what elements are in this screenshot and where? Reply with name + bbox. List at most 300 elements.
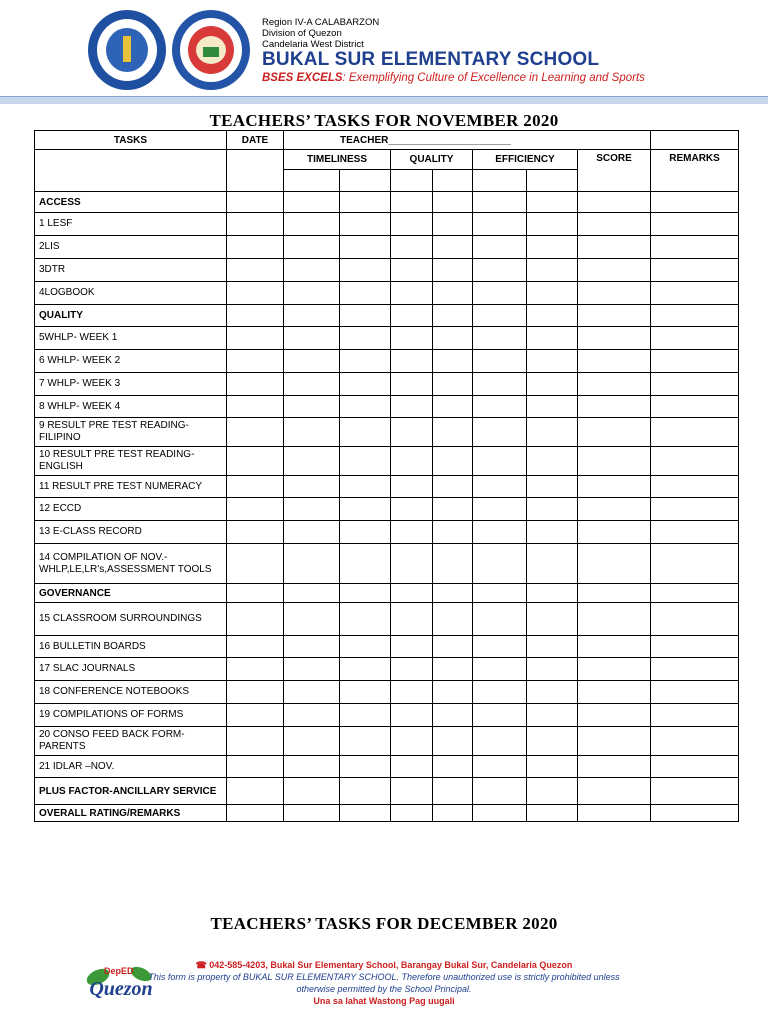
rating-cell[interactable]	[473, 681, 527, 704]
rating-cell[interactable]	[227, 603, 284, 636]
header-teacher: TEACHER______________________	[284, 131, 651, 150]
rating-cell[interactable]	[391, 544, 433, 584]
rating-cell[interactable]	[527, 282, 578, 305]
rating-cell[interactable]	[391, 756, 433, 778]
header-tasks: TASKS	[35, 131, 227, 150]
rating-cell[interactable]	[227, 681, 284, 704]
rating-cell[interactable]	[340, 305, 391, 327]
rating-cell[interactable]	[651, 603, 739, 636]
rating-cell[interactable]	[433, 727, 473, 756]
rating-cell[interactable]	[391, 236, 433, 259]
rating-cell[interactable]	[284, 259, 340, 282]
rating-cell[interactable]	[433, 584, 473, 603]
rating-cell[interactable]	[391, 778, 433, 805]
table-row	[35, 658, 739, 681]
rating-cell[interactable]	[284, 521, 340, 544]
tasks-table	[34, 130, 739, 822]
rating-cell[interactable]	[284, 418, 340, 447]
school-motto	[262, 72, 645, 84]
rating-cell[interactable]	[391, 373, 433, 396]
rating-cell[interactable]	[340, 658, 391, 681]
rating-cell[interactable]	[227, 584, 284, 603]
rating-cell[interactable]	[433, 447, 473, 476]
rating-cell[interactable]	[227, 396, 284, 418]
rating-cell[interactable]	[284, 498, 340, 521]
rating-cell[interactable]	[651, 544, 739, 584]
rating-cell[interactable]	[433, 521, 473, 544]
header-score: SCORE	[578, 150, 651, 192]
rating-cell[interactable]	[578, 192, 651, 213]
table-row	[35, 236, 739, 259]
rating-cell[interactable]	[227, 727, 284, 756]
task-label: 19 COMPILATIONS OF FORMS	[35, 704, 227, 727]
rating-cell[interactable]	[473, 544, 527, 584]
rating-cell[interactable]	[578, 658, 651, 681]
rating-cell[interactable]	[473, 192, 527, 213]
rating-cell[interactable]	[391, 305, 433, 327]
table-row	[35, 350, 739, 373]
table-row	[35, 373, 739, 396]
task-label: 9 RESULT PRE TEST READING- FILIPINO	[35, 418, 227, 447]
table-row	[35, 305, 739, 327]
rating-cell[interactable]	[284, 727, 340, 756]
rating-cell[interactable]	[227, 305, 284, 327]
rating-cell[interactable]	[527, 756, 578, 778]
table-row	[35, 192, 739, 213]
table-row	[35, 778, 739, 805]
task-label: 10 RESULT PRE TEST READING- ENGLISH	[35, 447, 227, 476]
rating-cell[interactable]	[473, 521, 527, 544]
rating-cell[interactable]	[284, 350, 340, 373]
november-title: TEACHERS’ TASKS FOR NOVEMBER 2020	[209, 111, 559, 130]
rating-cell[interactable]	[651, 327, 739, 350]
rating-cell[interactable]	[391, 213, 433, 236]
rating-cell[interactable]	[340, 282, 391, 305]
rating-cell[interactable]	[473, 778, 527, 805]
rating-cell[interactable]	[284, 658, 340, 681]
table-row	[35, 681, 739, 704]
rating-cell[interactable]	[651, 704, 739, 727]
rating-cell[interactable]	[433, 373, 473, 396]
rating-cell[interactable]	[473, 327, 527, 350]
rating-cell[interactable]	[227, 327, 284, 350]
rating-cell[interactable]	[340, 373, 391, 396]
rating-cell[interactable]	[578, 778, 651, 805]
rating-cell[interactable]	[473, 418, 527, 447]
rating-cell[interactable]	[527, 259, 578, 282]
rating-cell[interactable]	[651, 350, 739, 373]
rating-cell[interactable]	[391, 584, 433, 603]
rating-cell[interactable]	[284, 327, 340, 350]
rating-cell[interactable]	[651, 373, 739, 396]
rating-cell[interactable]	[473, 704, 527, 727]
rating-cell[interactable]	[391, 396, 433, 418]
notice-line-1: This form is property of BUKAL SUR ELEMENTARY SCHOOL. Therefore unauthorized use is strictly prohibited unless	[148, 972, 620, 982]
rating-cell[interactable]	[527, 584, 578, 603]
rating-cell[interactable]	[284, 805, 340, 822]
rating-cell[interactable]	[527, 305, 578, 327]
rating-cell[interactable]	[578, 476, 651, 498]
rating-cell[interactable]	[578, 305, 651, 327]
task-label: GOVERNANCE	[35, 584, 227, 603]
rating-cell[interactable]	[340, 727, 391, 756]
division-text: Division of Quezon	[262, 28, 342, 39]
rating-cell[interactable]	[527, 727, 578, 756]
rating-cell[interactable]	[284, 603, 340, 636]
rating-cell[interactable]	[433, 192, 473, 213]
rating-cell[interactable]	[340, 704, 391, 727]
rating-cell[interactable]	[651, 476, 739, 498]
rating-cell[interactable]	[340, 327, 391, 350]
rating-cell[interactable]	[433, 778, 473, 805]
rating-cell[interactable]	[284, 447, 340, 476]
rating-cell[interactable]	[391, 498, 433, 521]
notice-line-2: otherwise permitted by the School Principal.	[296, 984, 472, 994]
rating-cell[interactable]	[651, 282, 739, 305]
rating-cell[interactable]	[473, 805, 527, 822]
rating-cell[interactable]	[578, 681, 651, 704]
table-row	[35, 259, 739, 282]
task-label: 2LIS	[35, 236, 227, 259]
rating-cell[interactable]	[527, 373, 578, 396]
rating-cell[interactable]	[227, 778, 284, 805]
header-divider	[0, 96, 768, 104]
header-quality: QUALITY	[391, 150, 473, 170]
rating-cell[interactable]	[391, 681, 433, 704]
rating-cell[interactable]	[527, 544, 578, 584]
rating-cell[interactable]	[578, 213, 651, 236]
rating-cell[interactable]	[433, 305, 473, 327]
rating-cell[interactable]	[227, 282, 284, 305]
rating-cell[interactable]	[284, 396, 340, 418]
table-row	[35, 327, 739, 350]
rating-cell[interactable]	[578, 259, 651, 282]
header-remarks: REMARKS	[651, 150, 739, 192]
rating-cell[interactable]	[284, 778, 340, 805]
rating-cell[interactable]	[527, 213, 578, 236]
rating-cell[interactable]	[527, 498, 578, 521]
table-row	[35, 544, 739, 584]
rating-cell[interactable]	[527, 418, 578, 447]
rating-cell[interactable]	[473, 727, 527, 756]
table-row	[35, 584, 739, 603]
rating-cell[interactable]	[651, 236, 739, 259]
rating-cell[interactable]	[433, 498, 473, 521]
rating-cell[interactable]	[433, 476, 473, 498]
rating-cell[interactable]	[340, 636, 391, 658]
table-row	[35, 396, 739, 418]
rating-cell[interactable]	[578, 603, 651, 636]
task-label: 16 BULLETIN BOARDS	[35, 636, 227, 658]
rating-cell[interactable]	[340, 805, 391, 822]
rating-cell[interactable]	[473, 756, 527, 778]
task-label: 21 IDLAR –NOV.	[35, 756, 227, 778]
rating-cell[interactable]	[527, 396, 578, 418]
logo-small-text: DepED	[104, 966, 134, 976]
rating-cell[interactable]	[578, 498, 651, 521]
rating-cell[interactable]	[227, 213, 284, 236]
rating-cell[interactable]	[340, 521, 391, 544]
rating-cell[interactable]	[391, 282, 433, 305]
rating-cell[interactable]	[284, 236, 340, 259]
rating-cell[interactable]	[527, 327, 578, 350]
rating-cell[interactable]	[578, 236, 651, 259]
rating-cell[interactable]	[340, 213, 391, 236]
rating-cell[interactable]	[391, 418, 433, 447]
rating-cell[interactable]	[391, 704, 433, 727]
rating-cell[interactable]	[433, 756, 473, 778]
rating-cell[interactable]	[433, 544, 473, 584]
rating-cell[interactable]	[473, 447, 527, 476]
rating-cell[interactable]	[284, 544, 340, 584]
task-label: ACCESS	[35, 192, 227, 213]
rating-cell[interactable]	[578, 727, 651, 756]
task-label: 5WHLP- WEEK 1	[35, 327, 227, 350]
motto-lead: BSES EXCELS	[262, 72, 343, 84]
table-row	[35, 447, 739, 476]
rating-cell[interactable]	[578, 418, 651, 447]
rating-cell[interactable]	[433, 259, 473, 282]
rating-cell[interactable]	[284, 704, 340, 727]
rating-cell[interactable]	[340, 350, 391, 373]
table-row	[35, 418, 739, 447]
task-label: 11 RESULT PRE TEST NUMERACY	[35, 476, 227, 498]
rating-cell[interactable]	[284, 305, 340, 327]
rating-cell[interactable]	[578, 521, 651, 544]
rating-cell[interactable]	[227, 350, 284, 373]
rating-cell[interactable]	[433, 704, 473, 727]
rating-cell[interactable]	[578, 544, 651, 584]
rating-cell[interactable]	[340, 756, 391, 778]
rating-cell[interactable]	[473, 476, 527, 498]
rating-cell[interactable]	[473, 636, 527, 658]
task-label: PLUS FACTOR-ANCILLARY SERVICE	[35, 778, 227, 805]
rating-cell[interactable]	[227, 192, 284, 213]
table-row	[35, 521, 739, 544]
rating-cell[interactable]	[340, 418, 391, 447]
rating-cell[interactable]	[651, 805, 739, 822]
rating-cell[interactable]	[527, 603, 578, 636]
table-row	[35, 603, 739, 636]
rating-cell[interactable]	[227, 476, 284, 498]
rating-cell[interactable]	[578, 396, 651, 418]
rating-cell[interactable]	[473, 603, 527, 636]
task-label: 20 CONSO FEED BACK FORM- PARENTS	[35, 727, 227, 756]
rating-cell[interactable]	[391, 603, 433, 636]
rating-cell[interactable]	[340, 396, 391, 418]
rating-cell[interactable]	[433, 658, 473, 681]
rating-cell[interactable]	[227, 521, 284, 544]
rating-cell[interactable]	[227, 636, 284, 658]
rating-cell[interactable]	[227, 498, 284, 521]
rating-cell[interactable]	[527, 447, 578, 476]
rating-cell[interactable]	[391, 476, 433, 498]
rating-cell[interactable]	[473, 498, 527, 521]
rating-cell[interactable]	[391, 447, 433, 476]
rating-cell[interactable]	[391, 192, 433, 213]
rating-cell[interactable]	[578, 704, 651, 727]
region-text: Region IV-A CALABARZON	[262, 17, 380, 28]
district-text: Candelaria West District	[262, 39, 364, 50]
rating-cell[interactable]	[340, 778, 391, 805]
rating-cell[interactable]	[227, 704, 284, 727]
task-label: 12 ECCD	[35, 498, 227, 521]
rating-cell[interactable]	[391, 521, 433, 544]
task-label: 13 E-CLASS RECORD	[35, 521, 227, 544]
rating-cell[interactable]	[340, 192, 391, 213]
rating-cell[interactable]	[651, 447, 739, 476]
rating-cell[interactable]	[651, 259, 739, 282]
rating-cell[interactable]	[391, 658, 433, 681]
rating-cell[interactable]	[651, 756, 739, 778]
rating-cell[interactable]	[527, 192, 578, 213]
task-label: 18 CONFERENCE NOTEBOOKS	[35, 681, 227, 704]
rating-cell[interactable]	[473, 236, 527, 259]
rating-cell[interactable]	[527, 350, 578, 373]
rating-cell[interactable]	[227, 447, 284, 476]
rating-cell[interactable]	[473, 282, 527, 305]
rating-cell[interactable]	[433, 603, 473, 636]
rating-cell[interactable]	[578, 373, 651, 396]
rating-cell[interactable]	[578, 282, 651, 305]
rating-cell[interactable]	[433, 396, 473, 418]
rating-cell[interactable]	[284, 282, 340, 305]
rating-cell[interactable]	[527, 681, 578, 704]
rating-cell[interactable]	[578, 636, 651, 658]
rating-cell[interactable]	[473, 305, 527, 327]
rating-cell[interactable]	[578, 327, 651, 350]
rating-cell[interactable]	[473, 658, 527, 681]
task-label: QUALITY	[35, 305, 227, 327]
rating-cell[interactable]	[433, 805, 473, 822]
rating-cell[interactable]	[284, 636, 340, 658]
task-label: OVERALL RATING/REMARKS	[35, 805, 227, 822]
rating-cell[interactable]	[284, 584, 340, 603]
rating-cell[interactable]	[227, 259, 284, 282]
rating-cell[interactable]	[340, 236, 391, 259]
rating-cell[interactable]	[651, 727, 739, 756]
rating-cell[interactable]	[527, 778, 578, 805]
rating-cell[interactable]	[527, 476, 578, 498]
rating-cell[interactable]	[391, 727, 433, 756]
rating-cell[interactable]	[284, 681, 340, 704]
rating-cell[interactable]	[527, 521, 578, 544]
rating-cell[interactable]	[651, 584, 739, 603]
rating-cell[interactable]	[527, 704, 578, 727]
rating-cell[interactable]	[578, 584, 651, 603]
rating-cell[interactable]	[227, 658, 284, 681]
rating-cell[interactable]	[651, 213, 739, 236]
rating-cell[interactable]	[473, 584, 527, 603]
school-seal-logo	[172, 10, 250, 90]
rating-cell[interactable]	[340, 603, 391, 636]
rating-cell[interactable]	[284, 756, 340, 778]
rating-cell[interactable]	[340, 447, 391, 476]
rating-cell[interactable]	[578, 805, 651, 822]
rating-cell[interactable]	[284, 213, 340, 236]
rating-cell[interactable]	[284, 192, 340, 213]
rating-cell[interactable]	[284, 476, 340, 498]
rating-cell[interactable]	[227, 756, 284, 778]
table-row	[35, 498, 739, 521]
rating-cell[interactable]	[227, 418, 284, 447]
rating-cell[interactable]	[651, 636, 739, 658]
rating-cell[interactable]	[227, 544, 284, 584]
rating-cell[interactable]	[651, 778, 739, 805]
rating-cell[interactable]	[340, 259, 391, 282]
rating-cell[interactable]	[578, 350, 651, 373]
rating-cell[interactable]	[391, 350, 433, 373]
rating-cell[interactable]	[340, 498, 391, 521]
rating-cell[interactable]	[651, 521, 739, 544]
rating-cell[interactable]	[651, 192, 739, 213]
rating-cell[interactable]	[227, 805, 284, 822]
rating-cell[interactable]	[340, 584, 391, 603]
rating-cell[interactable]	[527, 236, 578, 259]
task-label: 17 SLAC JOURNALS	[35, 658, 227, 681]
rating-cell[interactable]	[340, 544, 391, 584]
motto-rest: : Exemplifying Culture of Excellence in Learning and Sports	[342, 72, 645, 84]
december-title: TEACHERS’ TASKS FOR DECEMBER 2020	[210, 914, 558, 933]
rating-cell[interactable]	[473, 373, 527, 396]
rating-cell[interactable]	[651, 498, 739, 521]
table-row	[35, 213, 739, 236]
table-row	[35, 476, 739, 498]
table-row	[35, 805, 739, 822]
rating-cell[interactable]	[433, 350, 473, 373]
rating-cell[interactable]	[433, 681, 473, 704]
rating-cell[interactable]	[473, 213, 527, 236]
rating-cell[interactable]	[651, 418, 739, 447]
tagline: Una sa lahat Wastong Pag uugali	[313, 996, 455, 1006]
rating-cell[interactable]	[227, 236, 284, 259]
rating-cell[interactable]	[578, 756, 651, 778]
rating-cell[interactable]	[433, 418, 473, 447]
rating-cell[interactable]	[527, 805, 578, 822]
rating-cell[interactable]	[527, 658, 578, 681]
rating-cell[interactable]	[433, 327, 473, 350]
rating-cell[interactable]	[651, 305, 739, 327]
table-row	[35, 636, 739, 658]
rating-cell[interactable]	[340, 681, 391, 704]
table-row	[35, 727, 739, 756]
letterhead	[0, 0, 768, 100]
task-label: 3DTR	[35, 259, 227, 282]
rating-cell[interactable]	[433, 213, 473, 236]
rating-cell[interactable]	[651, 658, 739, 681]
rating-cell[interactable]	[391, 805, 433, 822]
rating-cell[interactable]	[433, 636, 473, 658]
rating-cell[interactable]	[651, 681, 739, 704]
rating-cell[interactable]	[284, 373, 340, 396]
rating-cell[interactable]	[391, 636, 433, 658]
rating-cell[interactable]	[433, 282, 473, 305]
deped-seal-logo	[88, 10, 166, 90]
rating-cell[interactable]	[473, 396, 527, 418]
rating-cell[interactable]	[473, 350, 527, 373]
rating-cell[interactable]	[527, 636, 578, 658]
header-date: DATE	[227, 131, 284, 150]
rating-cell[interactable]	[340, 476, 391, 498]
task-label: 7 WHLP- WEEK 3	[35, 373, 227, 396]
rating-cell[interactable]	[391, 259, 433, 282]
rating-cell[interactable]	[227, 373, 284, 396]
rating-cell[interactable]	[391, 327, 433, 350]
rating-cell[interactable]	[578, 447, 651, 476]
rating-cell[interactable]	[473, 259, 527, 282]
rating-cell[interactable]	[433, 236, 473, 259]
rating-cell[interactable]	[651, 396, 739, 418]
